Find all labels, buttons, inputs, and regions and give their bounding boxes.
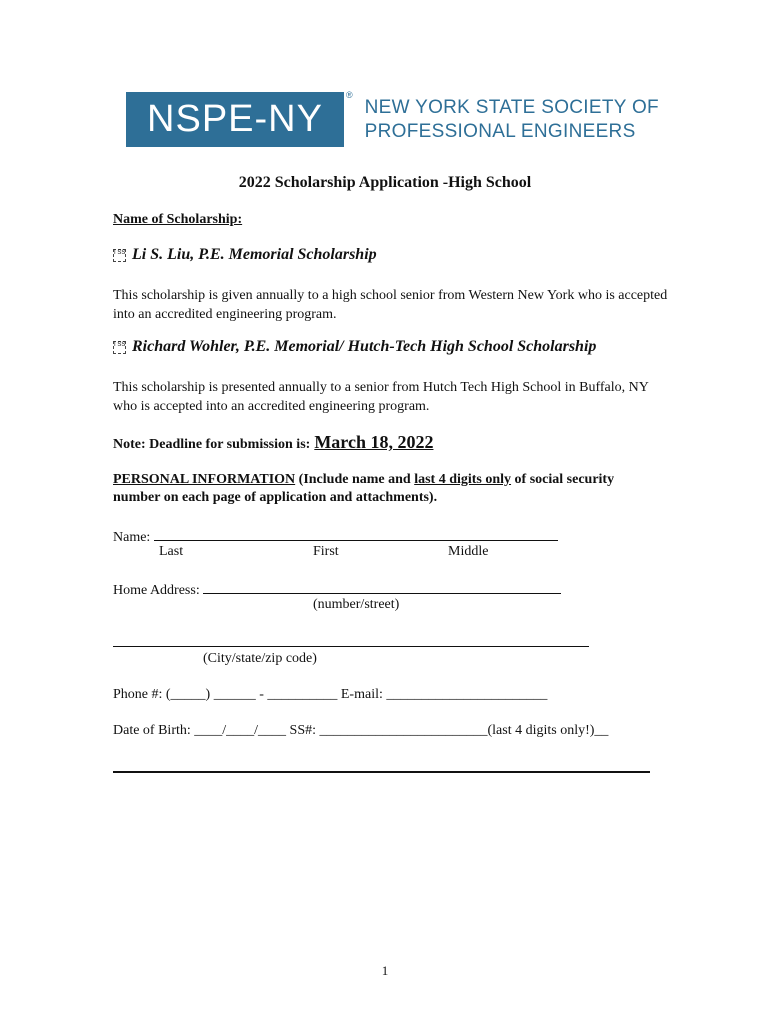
city-state-zip-field[interactable] [113, 632, 589, 647]
personal-info-heading: PERSONAL INFORMATION [113, 472, 296, 487]
name-sub-middle: Middle [448, 544, 489, 559]
page-number: 1 [381, 963, 389, 978]
phone-email-row[interactable]: Phone #: (_____) ______ - __________ E-mail: _______________________ [113, 687, 548, 702]
personal-info-note: (Include name and [295, 472, 415, 487]
scholarship-option-1[interactable] [113, 246, 377, 264]
section-divider [113, 771, 650, 773]
registered-mark: ® [346, 90, 353, 100]
document-title: 2022 Scholarship Application -High School [238, 174, 532, 191]
logo-line-2: PROFESSIONAL ENGINEERS [364, 121, 636, 142]
checkbox-icon[interactable]: I SS [113, 249, 126, 262]
address-street-field[interactable] [203, 579, 561, 594]
personal-info-heading-line [113, 472, 614, 488]
scholarship-name: Li S. Liu, P.E. Memorial Scholarship [132, 246, 377, 263]
name-label: Name: [113, 530, 151, 545]
deadline-date: March 18, 2022 [314, 432, 434, 452]
logo-organization-name [365, 96, 659, 144]
personal-info-note: of social security [511, 472, 615, 487]
deadline-note [113, 432, 433, 453]
personal-info-note-line-2: number on each page of application and attachments). [113, 490, 438, 505]
logo-mark: NSPE-NY [126, 92, 344, 147]
name-sub-first: First [313, 544, 339, 559]
address-row [113, 579, 561, 599]
scholarship-name: Richard Wohler, P.E. Memorial/ Hutch-Tech High School Scholarship [132, 338, 597, 355]
name-row [113, 526, 558, 546]
address-label: Home Address: [113, 583, 200, 598]
deadline-label: Note: Deadline for submission is: [113, 437, 311, 452]
scholarship-description: This scholarship is presented annually to a senior from Hutch Tech High School in Buffalo, NY who is accepted into an accredited engineering program. [113, 380, 649, 414]
logo-line-1: NEW YORK STATE SOCIETY OF [364, 97, 659, 118]
nspe-ny-logo [126, 92, 659, 147]
scholarship-option-2[interactable] [113, 338, 596, 356]
city-sub: (City/state/zip code) [203, 651, 317, 666]
city-state-zip-field-row [113, 632, 589, 652]
checkbox-icon[interactable]: I SS [113, 341, 126, 354]
name-field[interactable] [154, 526, 558, 541]
dob-ss-row[interactable]: Date of Birth: ____/____/____ SS#: ________________________(last 4 digits only!)__ [113, 723, 609, 738]
personal-info-note-emphasis: last 4 digits only [414, 472, 512, 487]
name-sub-last: Last [159, 544, 184, 559]
address-sub: (number/street) [313, 597, 400, 612]
scholarship-description: This scholarship is given annually to a high school senior from Western New York who is accepted into an accredited engineering program. [113, 288, 668, 322]
scholarship-heading: Name of Scholarship: [113, 212, 243, 227]
